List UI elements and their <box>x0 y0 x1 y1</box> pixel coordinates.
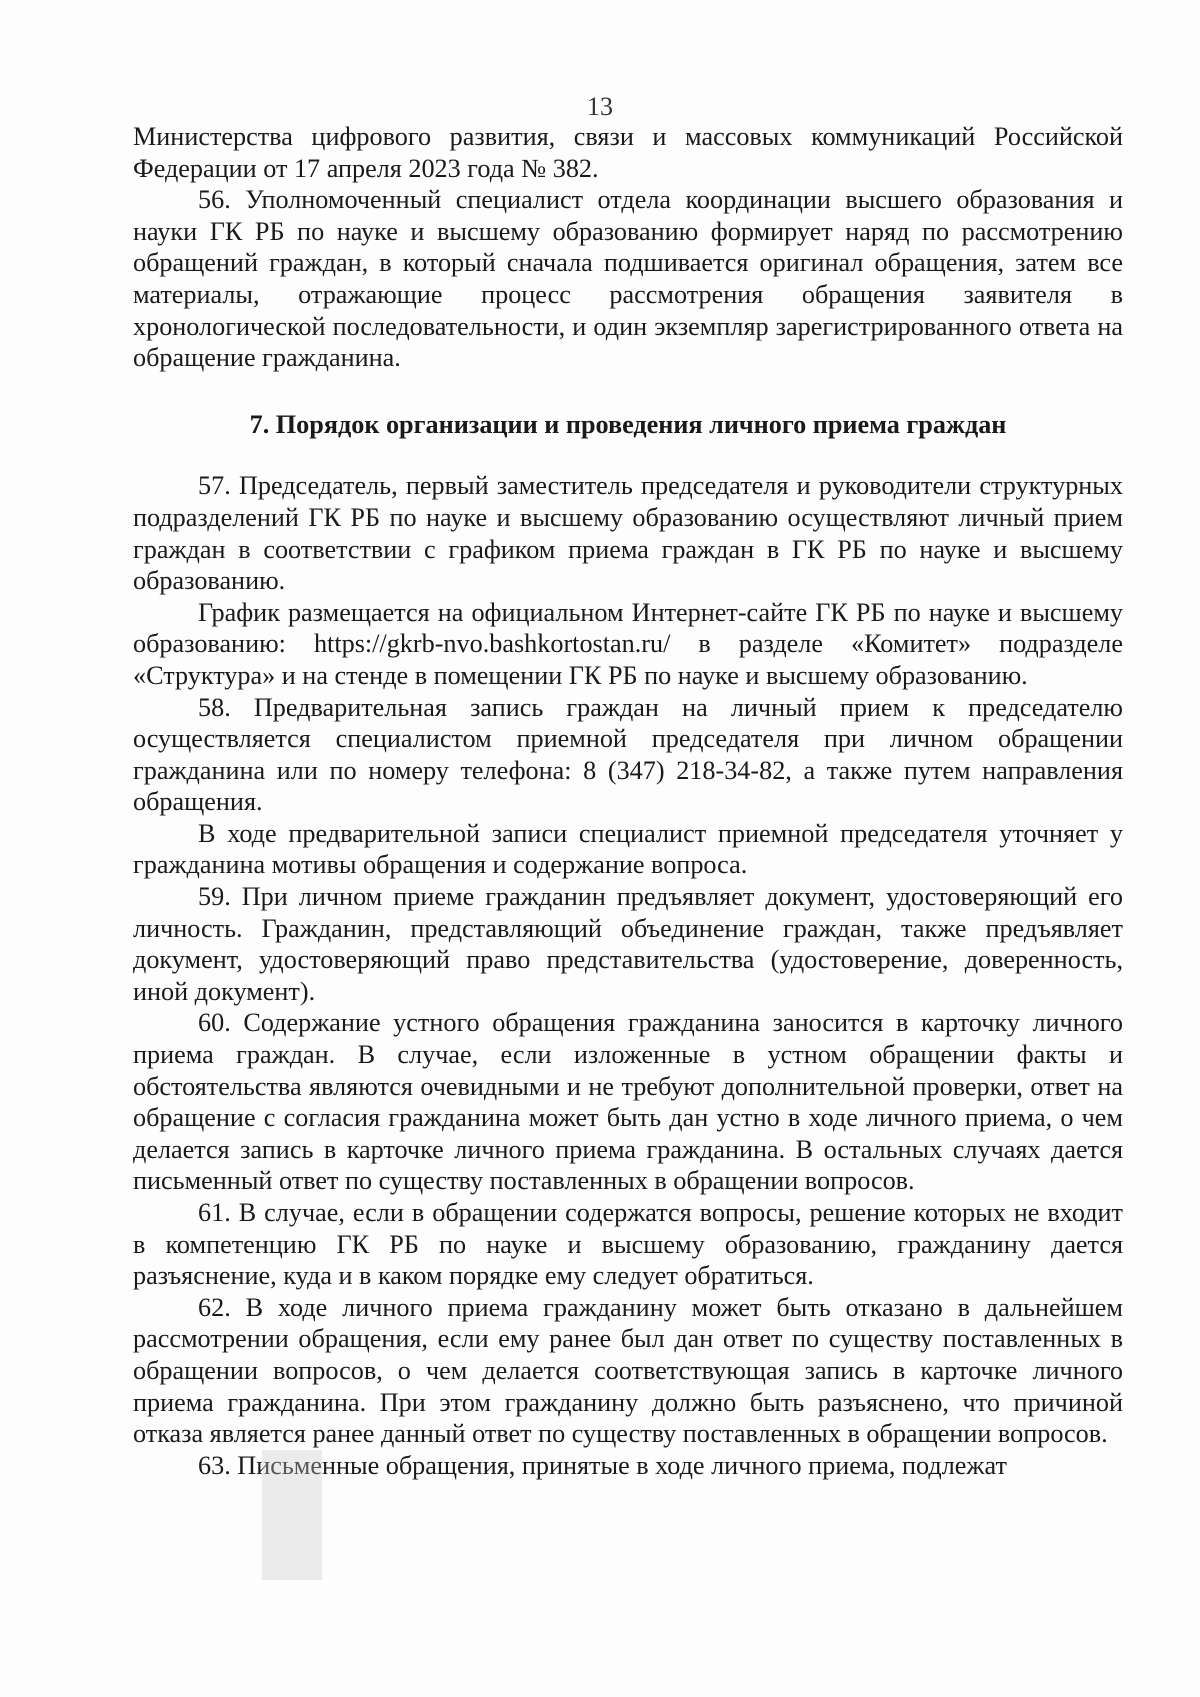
paragraph-60: 60. Содержание устного обращения гражданина заносится в карточку личного приема граждан. В случае, если изложенные в устном обращении факты и обстоятельства являются очевидными и не требуют дополнительной проверки, ответ на обращение с согласия гражданина может быть дан устно в ходе личного приема, о чем делается запись в карточке личного приема гражданина. В остальных случаях дается письменный ответ по существу поставленных в обращении вопросов. <box>133 1008 1123 1196</box>
paragraph-56: 56. Уполномоченный специалист отдела координации высшего образования и науки ГК РБ по науке и высшему образованию формирует наряд по рассмотрению обращений граждан, в который сначала подшивается оригинал обращения, затем все материалы, отражающие процесс рассмотрения обращения заявителя в хронологической последовательности, и один экземпляр зарегистрированного ответа на обращение гражданина. <box>133 185 1123 373</box>
paragraph-continuation: Министерства цифрового развития, связи и массовых коммуникаций Российской Федерации от 17 апреля 2023 года № 382. <box>133 122 1123 183</box>
paragraph-57-schedule: График размещается на официальном Интернет-сайте ГК РБ по науке и высшему образованию: https://gkrb-nvo.bashkortostan.ru/ в разделе «Комитет» подразделе «Структура» и на стенде в помещении ГК РБ по науке и высшему образованию. <box>133 597 1123 690</box>
paragraph-58: 58. Предварительная запись граждан на личный прием к председателю осуществляется специалистом приемной председателя при личном обращении гражданина или по номеру телефона: 8 (347) 218-34-82, а также путем направления обращения. <box>133 692 1123 817</box>
scan-artifact <box>262 1450 322 1580</box>
document-body <box>133 121 1123 1481</box>
section-heading: 7. Порядок организации и проведения личного приема граждан <box>249 409 1007 439</box>
paragraph-62: 62. В ходе личного приема гражданину может быть отказано в дальнейшем рассмотрении обращения, если ему ранее был дан ответ по существу поставленных в обращении вопросов, о чем делается соответствующая запись в карточке личного приема гражданина. При этом гражданину должно быть разъяснено, что причиной отказа является ранее данный ответ по существу поставленных в обращении вопросов. <box>133 1292 1123 1449</box>
paragraph-59: 59. При личном приеме гражданин предъявляет документ, удостоверяющий его личность. Гражданин, представляющий объединение граждан, также предъявляет документ, удостоверяющий право представительства (удостоверение, доверенность, иной документ). <box>133 882 1123 1006</box>
paragraph-63: 63. Письменные обращения, принятые в ходе личного приема, подлежат <box>198 1450 1007 1480</box>
paragraph-61: 61. В случае, если в обращении содержатся вопросы, решение которых не входит в компетенцию ГК РБ по науке и высшему образованию, гражданину дается разъяснение, куда и в каком порядке ему следует обратиться. <box>133 1198 1123 1291</box>
paragraph-58-preliminary: В ходе предварительной записи специалист приемной председателя уточняет у гражданина мотивы обращения и содержание вопроса. <box>133 818 1123 880</box>
page-number: 13 <box>587 92 613 121</box>
paragraph-57: 57. Председатель, первый заместитель председателя и руководители структурных подразделений ГК РБ по науке и высшему образованию осуществляют личный прием граждан в соответствии с графиком приема граждан в ГК РБ по науке и высшему образованию. <box>133 471 1123 596</box>
